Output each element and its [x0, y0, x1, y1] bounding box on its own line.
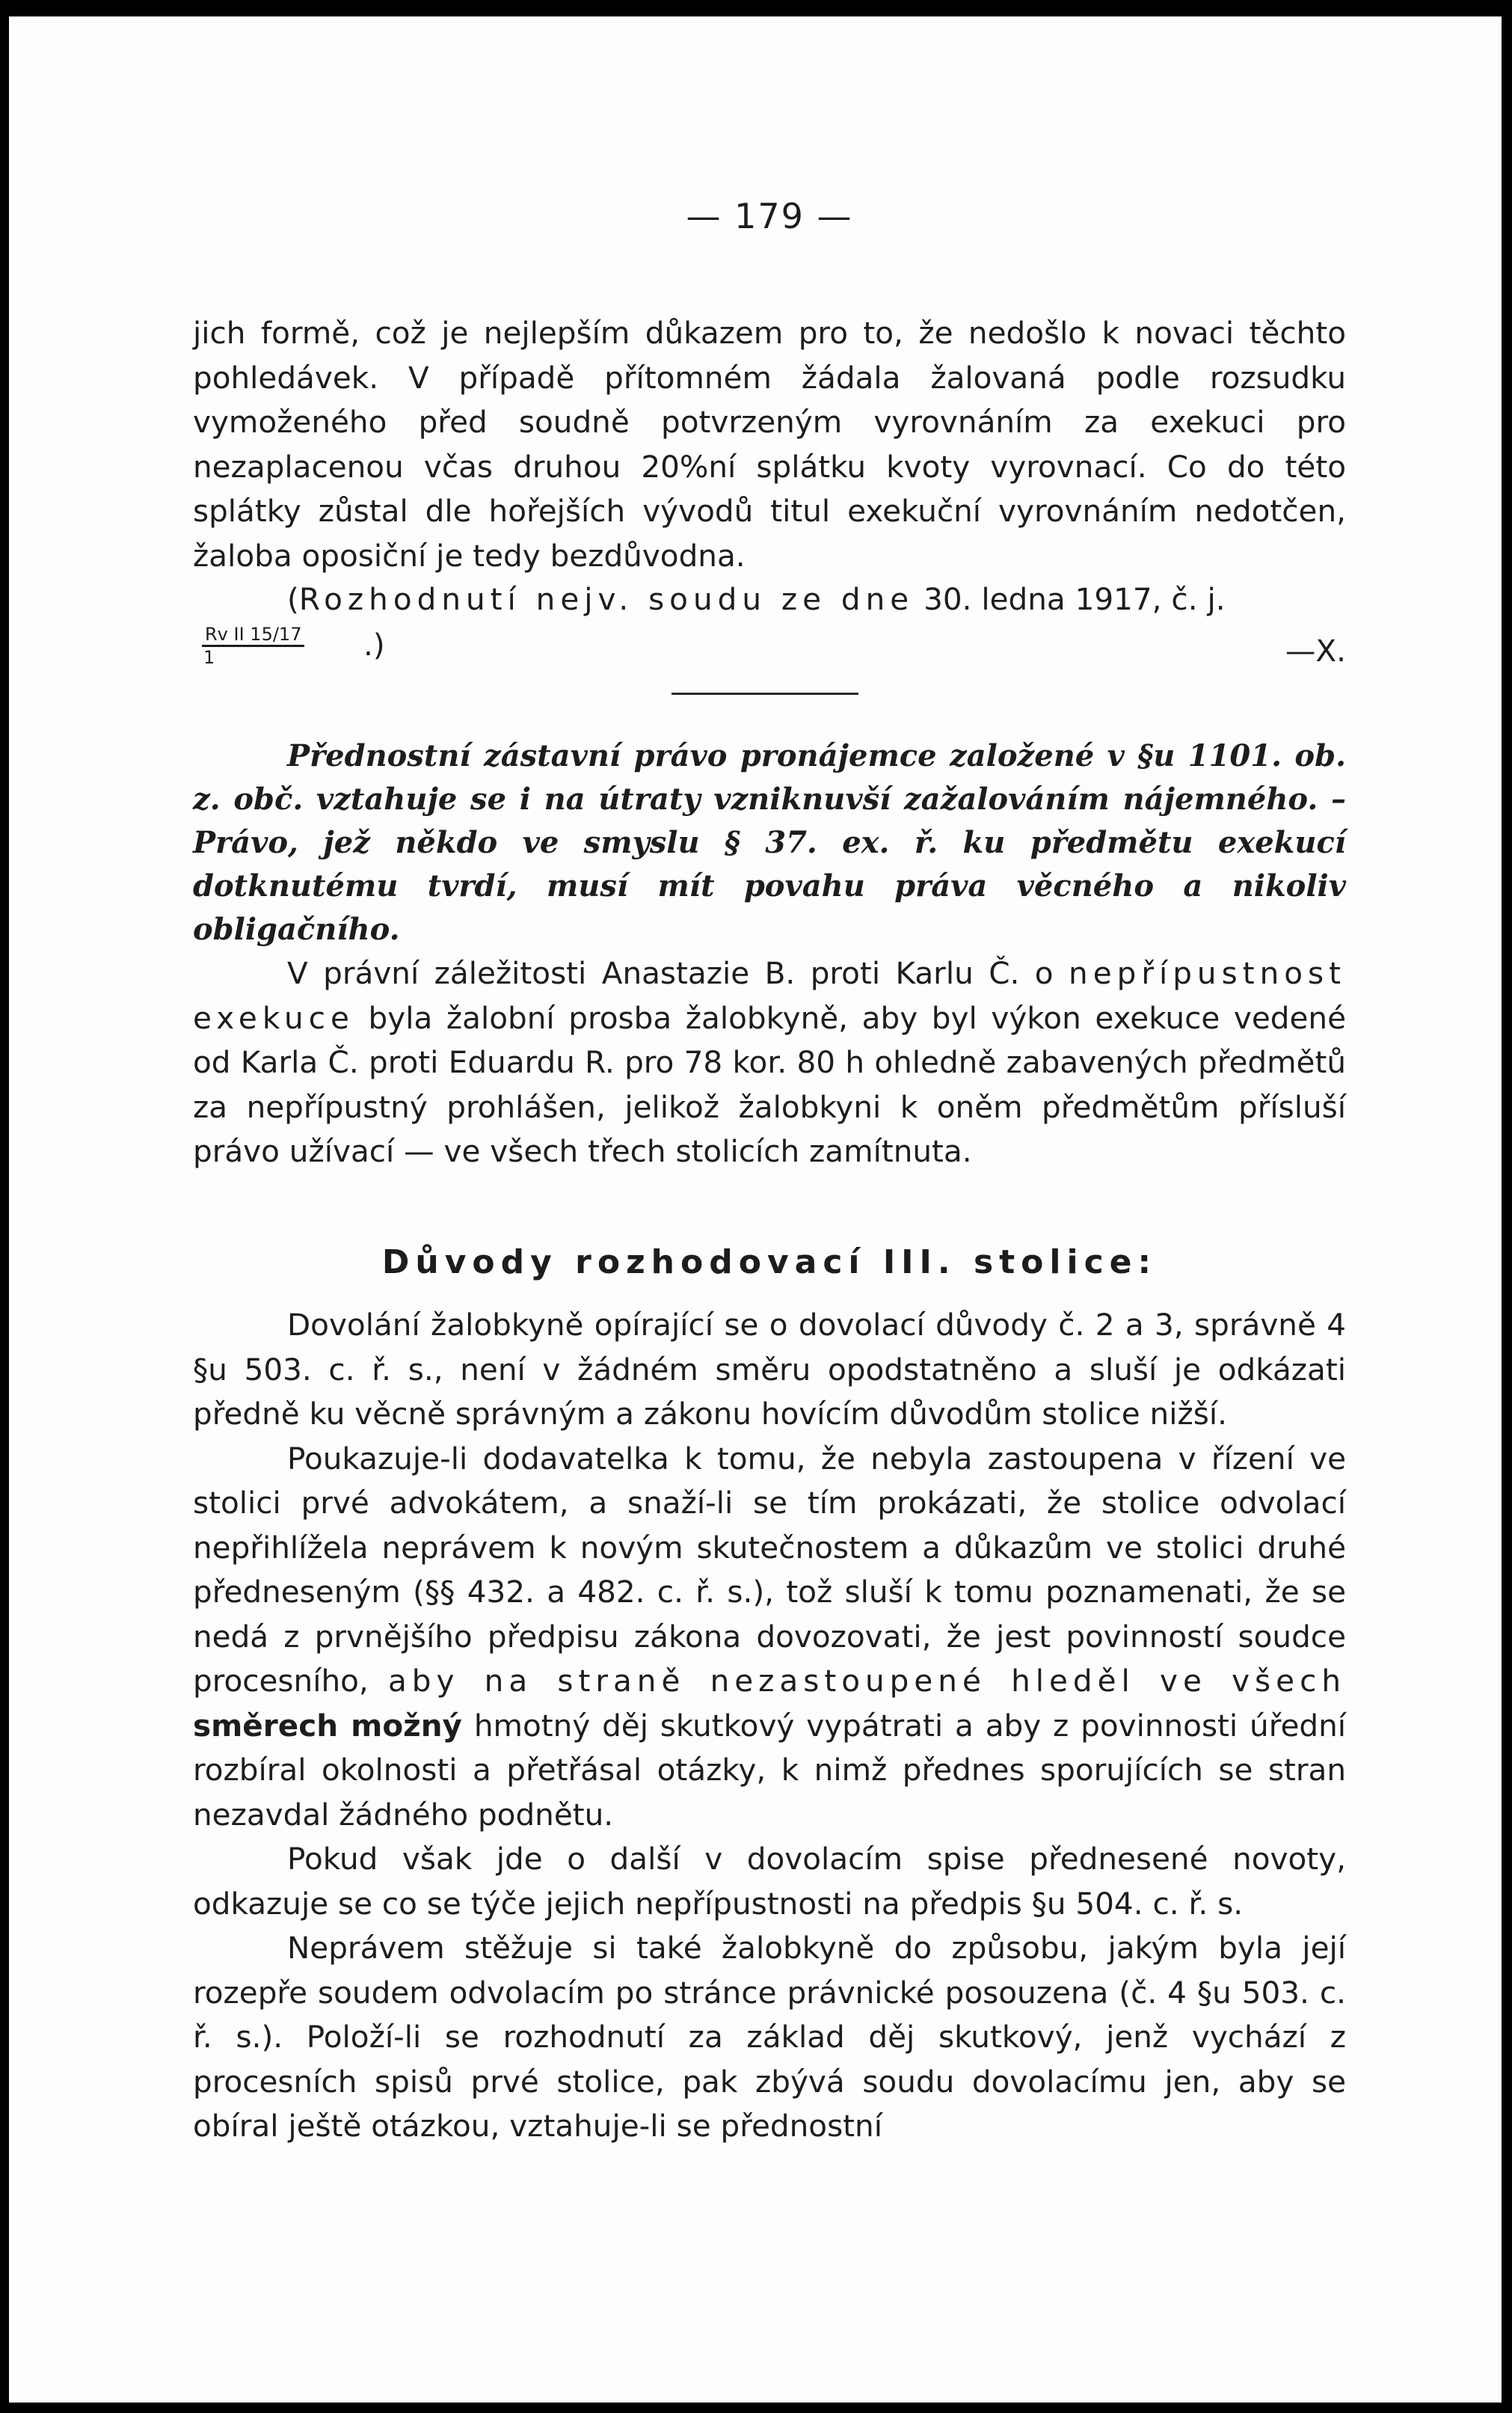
- citation-close-paren: .): [363, 626, 385, 663]
- citation-date: 30. ledna 1917, č. j.: [924, 581, 1226, 617]
- continuation-paragraph: [193, 311, 1346, 578]
- citation-open-paren: (: [287, 581, 299, 617]
- headnote-block: [193, 735, 1346, 951]
- section-divider: [672, 693, 858, 695]
- facts-text: [193, 951, 1346, 1174]
- paragraph-2-part-b: hmotný děj skutkový vypátrati a aby z povinnosti úřední rozbíral okolnosti a přetřásal otázky, k nimž přednes sporujících se stran nezavdal žádného podnětu.: [193, 1707, 1347, 1833]
- paragraph-2-part-a: Poukazuje-li dodavatelka k tomu, že nebyla zastoupena v řízení ve stolici prvé advokátem, a snaží-li se tím prokázati, že stolice odvolací nepřihlížela neprávem k novým skutečnostem a důkazům ve stolici druhé předneseným (§§ 432. a 482. c. ř. s.), tož sluší k tomu poznamenati, že se nedá z prvnějšího předpisu zákona dovozovati, že jest povinností soudce procesního,: [193, 1440, 1346, 1699]
- decision-mark: —X.: [1285, 632, 1346, 669]
- paragraph-2-spaced-phrase: aby na straně nezastoupené hleděl ve všech: [387, 1663, 1347, 1699]
- facts-spaced-phrase: nepřípustnost exekuce: [193, 955, 1347, 1036]
- paragraph-2: [193, 1437, 1346, 1838]
- headnote-text: Přednostní zástavní právo pronájemce založené v §u 1101. ob. z. obč. vztahuje se i na útraty vzniknuvší zažalováním nájemného. – Právo, jež někdo ve smyslu § 37. ex. ř. ku předmětu exekucí dotknutému tvrdí, musí mít povahu práva věcného a nikoliv obligačního.: [193, 738, 1346, 947]
- paragraph-2-bold-phrase: směrech možný: [193, 1707, 462, 1744]
- file-number-numerator: Rv II 15/17: [202, 624, 304, 647]
- paragraph-continuation-text: jich formě, což je nejlepším důkazem pro to, že nedošlo k novaci těchto pohledávek. V případě přítomném žádala žalovaná podle rozsudku vymoženého před soudně potvrzeným vyrovnáním za exekuci pro nezaplacenou včas druhou 20%ní splátku kvoty vyrovnací. Co do této splátky zůstal dle hořejších vývodů titul exekuční vyrovnáním nedotčen, žaloba oposiční je tedy bezdůvodna.: [193, 315, 1346, 574]
- file-number-denominator: 1: [203, 646, 215, 668]
- section-heading: Důvody rozhodovací III. stolice:: [381, 1243, 1158, 1281]
- paragraph-1: Dovolání žalobkyně opírající se o dovolací důvody č. 2 a 3, správně 4 §u 503. c. ř. s., není v žádném směru opodstatněno a sluší je odkázati předně ku věcně správným a zákonu hovícím důvodům stolice nižší.: [193, 1307, 1346, 1432]
- facts-rest: byla žalobní prosba žalobkyně, aby byl výkon exekuce vedené od Karla Č. proti Eduardu R. pro 78 kor. 80 h ohledně zabavených předmětů za nepřípustný prohlášen, jelikož žalobkyni k oněm předmětům přísluší právo užívací — ve všech třech stolicích zamítnuta.: [193, 999, 1347, 1169]
- file-number-fraction: [202, 624, 304, 668]
- facts-lead: V právní záležitosti Anastazie B. proti Karlu Č. o: [287, 955, 1054, 991]
- book-page: [9, 16, 1502, 2403]
- paragraph-3: Pokud však jde o další v dovolacím spise přednesené novoty, odkazuje se co se týče jejich nepřípustnosti na předpis §u 504. c. ř. s.: [193, 1841, 1346, 1922]
- court-citation: [193, 577, 1346, 682]
- citation-line: [193, 577, 1346, 622]
- page-number: — 179 —: [686, 196, 853, 236]
- paragraph-4: Neprávem stěžuje si také žalobkyně do způsobu, jakým byla její rozepře soudem odvolacím po stránce právnické posouzena (č. 4 §u 503. c. ř. s.). Položí-li se rozhodnutí za základ děj skutkový, jenž vychází z procesních spisů prvé stolice, pak zbývá soudu dovolacímu jen, aby se obíral ještě otázkou, vztahuje-li se přednostní: [193, 1930, 1346, 2144]
- citation-label: Rozhodnutí nejv. soudu ze dne: [298, 581, 915, 617]
- facts-paragraph: [193, 951, 1346, 1174]
- reasons-section: [193, 1303, 1346, 2149]
